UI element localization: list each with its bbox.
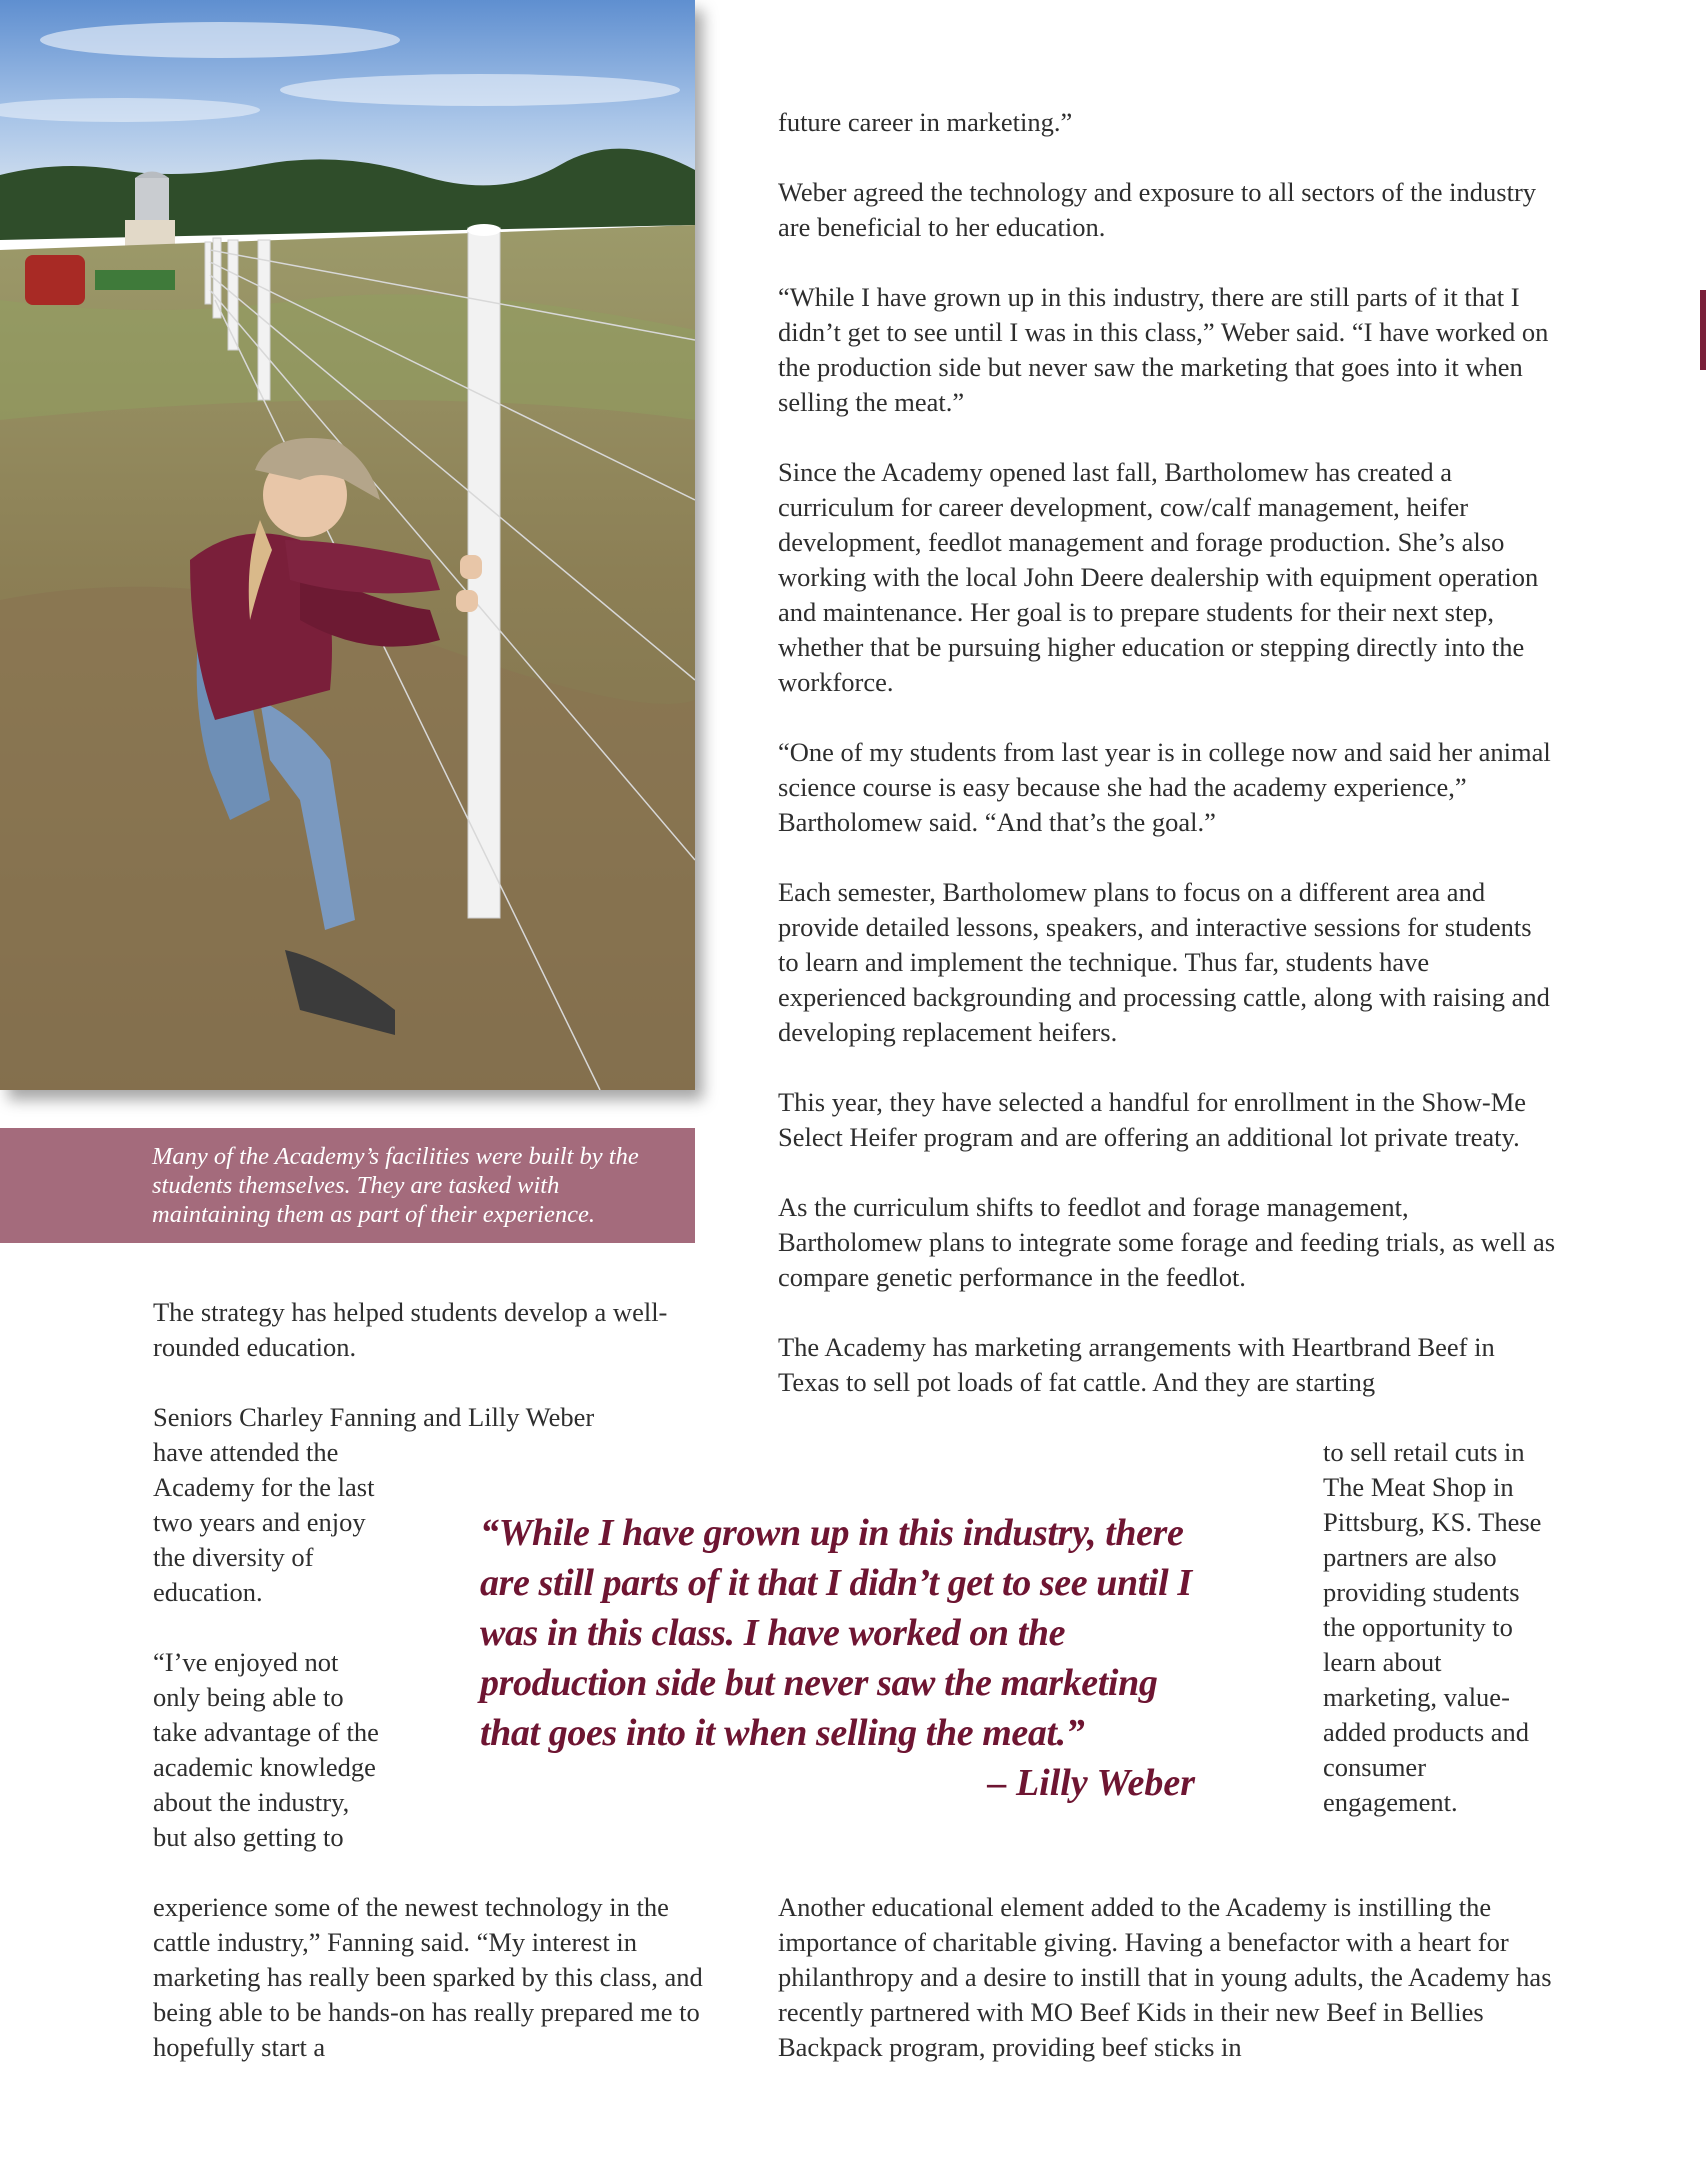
paragraph: “While I have grown up in this industry, there are still parts of it that I didn’t get to see until I was in this class,” Weber said. “I have worked on the production side but never saw the marketing that goes into it when selling the meat.” — [778, 282, 1549, 417]
right-column — [778, 105, 1558, 1400]
left-column — [153, 1295, 683, 1435]
paragraph: The strategy has helped students develop a well-rounded education. — [153, 1297, 668, 1362]
paragraph: to sell retail cuts in The Meat Shop in Pittsburg, KS. These partners are also providing students the opportunity to learn about marketing, value-added products and consumer engagement. — [1323, 1437, 1542, 1817]
paragraph: Another educational element added to the Academy is instilling the importance of charitable giving. Having a benefactor with a heart for philanthropy and a desire to instill that in young adults, the Academy has recently partnered with MO Beef Kids in their new Beef in Bellies Backpack program, providing beef sticks in — [778, 1892, 1552, 2062]
paragraph: “I’ve enjoyed not only being able to take advantage of the academic knowledge about the industry, but also getting to — [153, 1647, 379, 1852]
paragraph: Weber agreed the technology and exposure to all sectors of the industry are beneficial to her education. — [778, 177, 1537, 242]
right-narrow-column — [1323, 1435, 1553, 1820]
photo-caption: Many of the Academy’s facilities were built by the students themselves. They are tasked with maintaining them as part of their experience. — [152, 1143, 639, 1228]
paragraph: Each semester, Bartholomew plans to focus on a different area and provide detailed lessons, speakers, and interactive sessions for students to learn and implement the technique. Thus far, students have experienced backgrounding and processing cattle, along with raising and developing replacement heifers. — [778, 877, 1550, 1047]
paragraph: future career in marketing.” — [778, 107, 1073, 137]
paragraph: The Academy has marketing arrangements with Heartbrand Beef in Texas to sell pot loads of fat cattle. And they are starting — [778, 1332, 1495, 1397]
paragraph: This year, they have selected a handful for enrollment in the Show-Me Select Heifer program and are offering an additional lot private treaty. — [778, 1087, 1527, 1152]
pull-quote: “While I have grown up in this industry, there are still parts of it that I didn’t get to see until I was in this class. I have worked on the production side but never saw the marketing that goes into it when selling the meat.” — [480, 1512, 1192, 1754]
right-bottom-column — [778, 1890, 1558, 2065]
pull-quote-attribution: – Lilly Weber — [987, 1762, 1195, 1804]
paragraph: have attended the Academy for the last two years and enjoy the diversity of education. — [153, 1437, 375, 1607]
paragraph: Seniors Charley Fanning and Lilly Weber — [153, 1402, 595, 1432]
paragraph: Since the Academy opened last fall, Bartholomew has created a curriculum for career development, cow/calf management, heifer development, feedlot management and forage production. She’s also working with the local John Deere dealership with equipment operation and maintenance. Her goal is to prepare students for their next step, whether that be pursuing higher education or stepping directly into the workforce. — [778, 457, 1539, 697]
left-bottom-column — [153, 1890, 713, 2065]
paragraph: experience some of the newest technology in the cattle industry,” Fanning said. “My interest in marketing has really been sparked by this class, and being able to be hands-on has really prepared me to hopefully start a — [153, 1892, 703, 2062]
paragraph: As the curriculum shifts to feedlot and forage management, Bartholomew plans to integrate some forage and feeding trials, as well as compare genetic performance in the feedlot. — [778, 1192, 1556, 1292]
left-narrow-column — [153, 1435, 383, 1855]
article-photo — [0, 0, 695, 1090]
fence-photo-illustration — [0, 0, 695, 1090]
paragraph: “One of my students from last year is in college now and said her animal science course is easy because she had the academy experience,” Bartholomew said. “And that’s the goal.” — [778, 737, 1551, 837]
page-edge-tab — [1700, 290, 1706, 370]
